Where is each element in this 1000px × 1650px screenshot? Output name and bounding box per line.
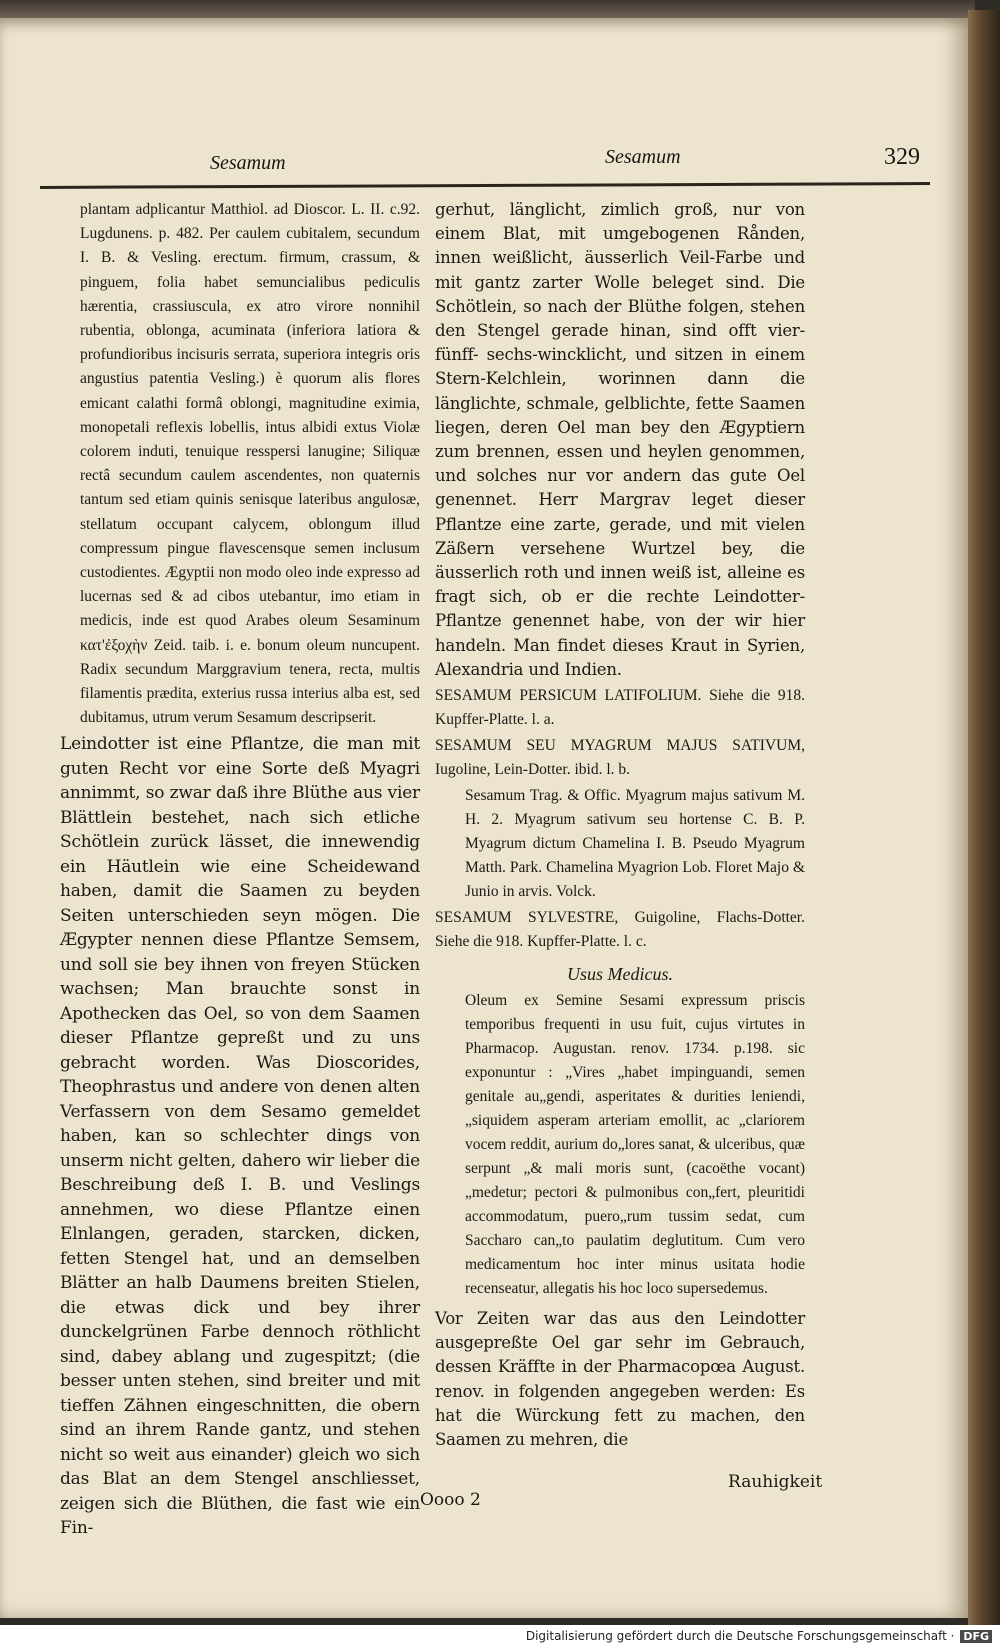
synonyms-paragraph: Sesamum Trag. & Offic. Myagrum majus sativum M. H. 2. Myagrum sativum seu hortense C. B. P. Myagrum dictum Chamelina I. B. Pseudo Myagrum Matth. Park. Chamelina Myagrion Lob. Floret Majo & Junio in arvis. Volck.: [465, 787, 805, 901]
entry-sesamum-persicum: SESAMUM PERSICUM LATIFOLIUM. Siehe die 918. Kupffer-Platte. l. a.: [435, 687, 805, 729]
usus-medicus-heading: Usus Medicus.: [567, 964, 673, 985]
german-description: Leindotter ist eine Pflantze, die man mit guten Recht vor eine Sorte deß Myagri annimmt, so zwar daß ihre Blüthe aus vier Blättlein bestehet, nach sich etliche Schötlein zurück lässet, die innewendig ein Häutlein wie eine Scheidewand haben, damit die Saamen zu beyden Seiten unterschieden seyn mögen. Die Ægypter nennen diese Pflantze Semsem, und soll sie bey ihnen von freyen Stücken wachsen; Man brauchte sonst in Apothecken das Oel, so von dem Saamen dieser Pflantze gepreßt und zu uns gebracht worden. Was Dioscorides, Theophrastus und andere von denen alten Verfassern von dem Sesamo gemeldet haben, kan so schlechter dings von unserm nicht gelten, dahero wir lieber die Beschreibung deß I. B. und Veslings annehmen, wo diese Pflantze einen Elnlangen, geraden, starcken, dicken, fetten Stengel hat, und an demselben Blätter an halb Daumens breiten Stielen, die etwas dick und bey ihrer dunckelgrünen Farbe dennoch röthlicht sind, dabey ablang und zugespitzt; (die besser unten stehen, sind breiter und mit tieffen Zähnen eingeschnitten, die obern sind an ihrem Rande gantz, und stehen nicht so weit aus einander) gleich wo sich das Blat an dem Stengel anschliesset, zeigen sich die Blüthen, die fast wie ein Fin-: [60, 734, 420, 1539]
latin-description: plantam adplicantur Matthiol. ad Dioscor. L. II. c.92. Lugdunens. p. 482. Per caulem cubitalem, secundum I. B. & Vesling. erectum. firmum, crassum, & pinguem, folia habet semuncialibus pediculis hærentia, crassiuscula, ex atro virore nonnihil rubentia, oblonga, acuminata (inferiora latiora & profundioribus incisuris serrata, superiora integris oris angustius patentia Vesling.) è quorum alis flores emicant calathi formâ oblongi, magnitudine eximia, monopetali reflexis lobellis, intus albidi extus Violæ colorem induti, tenuique resspersi lanugine; Siliquæ rectâ secundum caulem ascendentes, non quaternis tantum sed etiam quinis senisque lateribus angulosæ, stellatum occupant calycem, oblongum illud compressum pingue flavescensque semen inclusum custodientes. Ægyptii non modo oleo inde expresso ad lucernas sed & ad cibos utebantur, imo etiam in medicis, inde est quod Arabes oleum Sesaminum κατ'ἐξοχὴν Zeid. taib. i. e. bonum oleum nuncupent. Radix secundum Marggravium tenera, recta, multis filamentis prædita, exterius russa interius alba est, sed dubitamus, utrum verum Sesamum descripserit.: [80, 201, 420, 727]
usus-latin-paragraph: Oleum ex Semine Sesami expressum priscis temporibus frequenti in usu fuit, cujus virtutes in Pharmacop. Augustan. renov. 1734. p.198. sic exponuntur : „Vires „habet impinguandi, semen genitale au„gendi, asperitates & durities leniendi, „siquidem asperam arteriam emollit, ac „clariorem vocem reddit, aurium do„lores sanat, & ulceribus, quæ serpunt „& mali moris sunt, (cacoëthe vocant) „medetur; pectori & pulmonibus con„fert, pleuritidi accommodatum, puero„rum tussim sedat, cum Saccharo can„to paulatim deglutitum. Cum vero medicamentum hoc inter minus usitata hodie recenseatur, allegatis his hoc loco supersedemus.: [465, 992, 805, 1298]
entry-sesamum-myagrum: SESAMUM SEU MYAGRUM MAJUS SATIVUM, Iugoline, Lein-Dotter. ibid. l. b.: [435, 737, 805, 779]
right-column: [435, 198, 805, 1452]
footer-credit: [526, 1629, 992, 1643]
signature-mark: Oooo 2: [420, 1490, 481, 1510]
page-number: 329: [884, 144, 920, 170]
footer-bar: [0, 1625, 1000, 1650]
footer-credit-text: Digitalisierung gefördert durch die Deutsche Forschungsgemeinschaft ·: [525, 1629, 955, 1643]
usus-german-paragraph: Vor Zeiten war das aus den Leindotter ausgepreßte Oel gar sehr im Gebrauch, dessen Kräffte in der Pharmacopœa August. renov. in folgenden angegeben werden: Es hat die Würckung fett zu machen, den Saamen zu mehren, die: [435, 1309, 805, 1450]
running-head: [40, 146, 930, 182]
german-continuation: gerhut, länglicht, zimlich groß, nur von einem Blat, mit umgebogenen Rånden, innen weißlicht, äusserlich Veil-Farbe und mit gantz zarter Wolle beleget sind. Die Schötlein, so nach der Blüthe folgen, stehen den Stengel gerade hinan, sind offt vier- fünff- sechs-wincklicht, und sitzen in einem Stern-Kelchlein, worinnen dann die länglichte, schmale, gelblichte, fette Saamen liegen, deren Oel man bey den Ægyptiern zum brennen, essen und heylen genommen, und solches nur vor andern das gute Oel genennet. Herr Margrav leget dieser Pflantze eine zarte, gerade, und mit vielen Zäßern versehene Wurtzel bey, die äusserlich roth und innen weiß ist, alleine es fragt sich, ob er die rechte Leindotter-Pflantze genennet habe, von der wir hier handeln. Man findet dieses Kraut in Syrien, Alexandria und Indien.: [435, 200, 805, 679]
running-head-left: Sesamum: [210, 152, 286, 174]
left-column: [60, 198, 420, 1541]
book-edge: [968, 10, 1000, 1625]
catchword: Rauhigkeit: [728, 1472, 823, 1492]
dfg-logo-icon[interactable]: DFG: [960, 1630, 992, 1643]
entry-sesamum-sylvestre: SESAMUM SYLVESTRE, Guigoline, Flachs-Dotter. Siehe die 918. Kupffer-Platte. l. c.: [435, 909, 805, 951]
running-head-center: Sesamum: [605, 146, 681, 168]
